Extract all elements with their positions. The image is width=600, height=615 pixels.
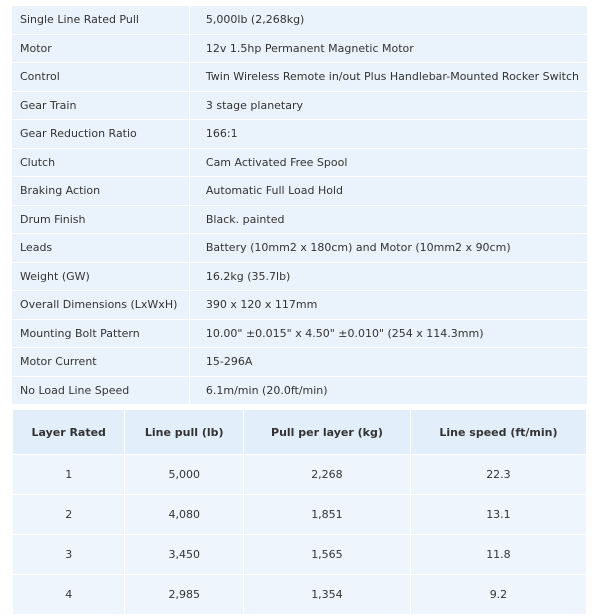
table-cell: 13.1 (411, 495, 586, 534)
spec-label: Leads (12, 234, 190, 262)
spec-label: Clutch (12, 149, 190, 177)
spec-value: 6.1m/min (20.0ft/min) (190, 377, 587, 405)
table-header-row (13, 410, 586, 454)
table-cell: 1,354 (244, 575, 410, 614)
column-header-line-pull: Line pull (lb) (125, 410, 243, 454)
spec-value: 15-296A (190, 348, 587, 376)
spec-row (12, 177, 587, 205)
spec-value: Cam Activated Free Spool (190, 149, 587, 177)
spec-row (12, 92, 587, 120)
layer-pull-table (12, 409, 587, 615)
spec-value: 12v 1.5hp Permanent Magnetic Motor (190, 35, 587, 63)
spec-label: Overall Dimensions (LxWxH) (12, 291, 190, 319)
table-cell: 11.8 (411, 535, 586, 574)
table-row (13, 575, 586, 614)
spec-row (12, 348, 587, 376)
spec-value: 166:1 (190, 120, 587, 148)
table-cell: 2,268 (244, 455, 410, 494)
spec-row (12, 377, 587, 405)
spec-value: 16.2kg (35.7lb) (190, 263, 587, 291)
spec-row (12, 63, 587, 91)
table-cell: 3 (13, 535, 124, 574)
column-header-line-speed: Line speed (ft/min) (411, 410, 586, 454)
spec-label: No Load Line Speed (12, 377, 190, 405)
spec-value: 5,000lb (2,268kg) (190, 6, 587, 34)
column-header-layer: Layer Rated (13, 410, 124, 454)
table-cell: 1 (13, 455, 124, 494)
spec-label: Weight (GW) (12, 263, 190, 291)
spec-row (12, 234, 587, 262)
table-cell: 9.2 (411, 575, 586, 614)
table-cell: 2 (13, 495, 124, 534)
spec-label: Gear Train (12, 92, 190, 120)
spec-label: Braking Action (12, 177, 190, 205)
spec-label: Single Line Rated Pull (12, 6, 190, 34)
table-cell: 4 (13, 575, 124, 614)
spec-row (12, 6, 587, 34)
column-header-pull-per-layer: Pull per layer (kg) (244, 410, 410, 454)
table-row (13, 455, 586, 494)
spec-row (12, 263, 587, 291)
spec-label: Control (12, 63, 190, 91)
table-cell: 1,851 (244, 495, 410, 534)
spec-row (12, 120, 587, 148)
spec-label: Mounting Bolt Pattern (12, 320, 190, 348)
table-cell: 22.3 (411, 455, 586, 494)
table-cell: 4,080 (125, 495, 243, 534)
table-cell: 3,450 (125, 535, 243, 574)
spec-label: Motor (12, 35, 190, 63)
spec-row (12, 206, 587, 234)
spec-row (12, 149, 587, 177)
spec-value: Battery (10mm2 x 180cm) and Motor (10mm2 x 90cm) (190, 234, 587, 262)
table-cell: 2,985 (125, 575, 243, 614)
spec-value: Automatic Full Load Hold (190, 177, 587, 205)
table-row (13, 495, 586, 534)
table-cell: 1,565 (244, 535, 410, 574)
spec-value: 10.00" ±0.015" x 4.50" ±0.010" (254 x 114.3mm) (190, 320, 587, 348)
spec-value: Black. painted (190, 206, 587, 234)
spec-row (12, 320, 587, 348)
spec-label: Motor Current (12, 348, 190, 376)
spec-row (12, 35, 587, 63)
spec-label: Drum Finish (12, 206, 190, 234)
spec-value: 390 x 120 x 117mm (190, 291, 587, 319)
spec-label: Gear Reduction Ratio (12, 120, 190, 148)
spec-table (12, 5, 587, 405)
spec-row (12, 291, 587, 319)
table-row (13, 535, 586, 574)
spec-value: 3 stage planetary (190, 92, 587, 120)
spec-value: Twin Wireless Remote in/out Plus Handlebar-Mounted Rocker Switch (190, 63, 587, 91)
table-cell: 5,000 (125, 455, 243, 494)
